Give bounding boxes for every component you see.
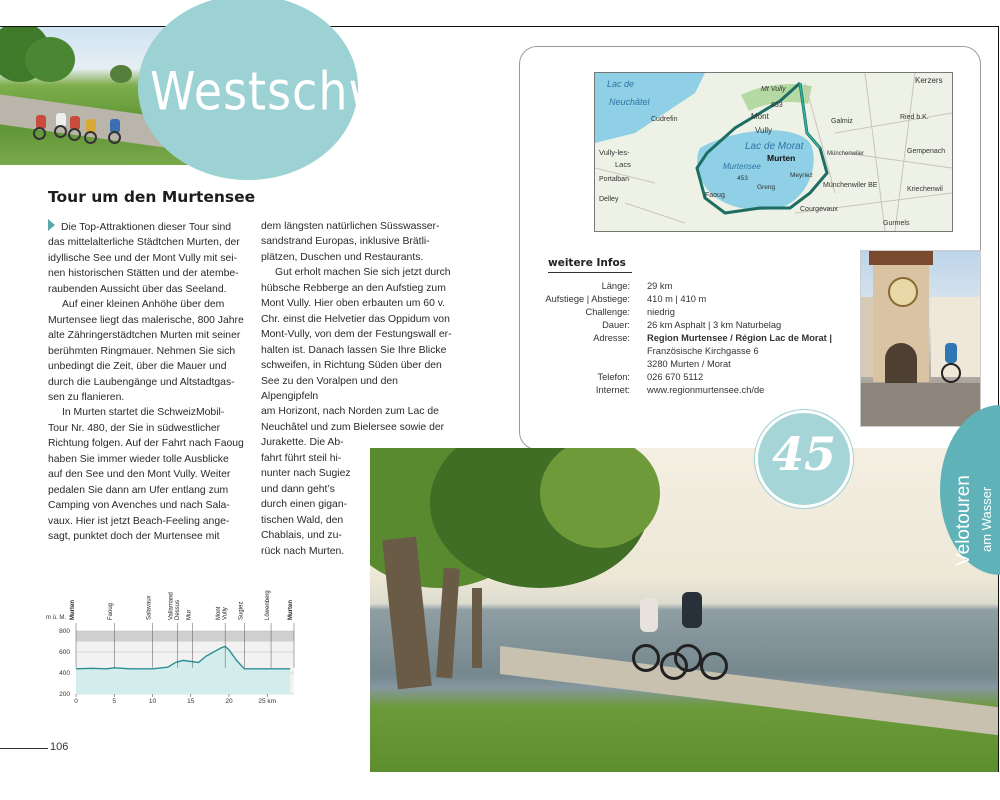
map-label: Portalban [599, 176, 629, 183]
text-line: nen historischen Stätten und der atembe- [48, 268, 239, 280]
map-label: Courgevaux [800, 206, 838, 213]
text-line: durch die Laubengänge und Altstadtgas- [48, 376, 235, 388]
elevation-profile [0, 575, 310, 715]
text-line: das mittelalterliche Städtchen Murten, der [48, 237, 240, 249]
text-line: plätzen, Duschen und Restaurants. [261, 251, 424, 263]
text-line: Chr. einst die Helvetier das Oppidum von [261, 313, 450, 325]
map-label: Murtensee [723, 162, 761, 171]
page-number: 106 [50, 741, 69, 753]
elevation-xtick: 10 [148, 698, 157, 705]
map-label: 653 [771, 102, 783, 109]
text-line: dem längsten natürlichen Süsswasser- [261, 221, 440, 232]
text-line: idyllische See und der Mont Vully mit sei- [48, 252, 238, 264]
map-label: Kerzers [915, 76, 943, 85]
map-label: Lac de [607, 79, 635, 89]
elevation-place-label: Murten [288, 600, 294, 620]
text-line: am Horizont, nach Norden zum Lac de [261, 406, 439, 418]
map-label: Neuchâtel [609, 97, 650, 107]
elevation-xtick: 0 [74, 698, 78, 705]
map-label: Ried b.K. [900, 114, 929, 121]
map-label: Mt Vully [761, 86, 786, 93]
page-number-rule [0, 748, 48, 749]
text-line: berühmten Ringmauer. Nehmen Sie sich [48, 345, 236, 357]
text-line: schweifen, in Richtung Süden über den [261, 360, 442, 372]
text-line: Chablais, und zu- [261, 530, 342, 542]
text-line: alte Zähringerstädtchen Murten mit seiner [48, 330, 241, 342]
elevation-place-label: Dessus [174, 599, 181, 620]
text-line: sandstrand Europas, inklusive Brätli- [261, 236, 430, 248]
map-label: Galmiz [831, 118, 853, 125]
text-line: halten ist. Danach lassen Sie Ihre Blicke [261, 344, 447, 356]
map-label: Münchenwiler [827, 151, 865, 157]
triangle-bullet-icon [48, 219, 55, 231]
text-line: Mont-Vully, von dem der Festungswall er- [261, 329, 452, 341]
text-line: In Murten startet die SchweizMobil- [62, 407, 225, 419]
map-label: Vully [755, 126, 773, 135]
map-label: Gempenach [907, 148, 946, 155]
cyclist [640, 598, 658, 632]
text-line: nunter nach Sugiez [261, 468, 351, 480]
text-line: Gut erholt machen Sie sich jetzt durch [275, 267, 451, 279]
elevation-place-label: Murten [70, 600, 76, 620]
text-line: Tour Nr. 480, der Sie in südwestlicher [48, 422, 221, 434]
text-line: Richtung folgen. Auf der Fahrt nach Faoug [48, 438, 244, 450]
route-map [594, 72, 953, 232]
elevation-place-label: Löwenberg [265, 590, 272, 620]
category-label: Velotouren [953, 475, 974, 566]
elevation-ytick: 800 [59, 628, 70, 635]
elevation-place-label: Vully [222, 607, 229, 620]
map-label: Kriechenwil [907, 186, 943, 193]
elevation-xtick: 20 [225, 698, 233, 705]
text-line: hübsche Rebberge an den Aufstieg zum [261, 282, 446, 294]
map-label: Mont [751, 112, 769, 121]
tour-number-badge [755, 410, 853, 508]
text-line: Auf einer kleinen Anhöhe über dem [62, 299, 225, 311]
map-label: Murten [767, 153, 796, 163]
tower-gate [885, 343, 917, 383]
text-line: See zu den Voralpen und den Alpengipfeln [261, 375, 398, 402]
map-label: Münchenwiler BE [823, 182, 878, 189]
clock-icon [888, 277, 918, 307]
murten-tower-photo [860, 250, 981, 427]
map-label: Gurmels [883, 220, 910, 227]
region-title: Westschweiz [150, 59, 456, 123]
tower-roof [869, 251, 933, 265]
cyclist [945, 343, 957, 363]
map-label: Lacs [615, 160, 631, 169]
map-label: Greng [757, 184, 776, 191]
elevation-xtick: 5 [112, 698, 117, 705]
text-line: pedalen Sie dann am Ufer entlang zum [48, 484, 229, 496]
elevation-place-label: Mont [215, 606, 222, 620]
text-line: haben Sie immer wieder tolle Ausblicke [48, 453, 229, 465]
text-line: auf den See und den Mont Vully. Weiter [48, 469, 231, 481]
text-line: tischen Wald, den [261, 514, 344, 526]
elevation-xtick: 15 [187, 698, 195, 705]
category-sublabel: am Wasser [979, 486, 994, 552]
elevation-ytick: 600 [59, 649, 70, 656]
map-label: Vully-les- [599, 148, 630, 157]
text-line: Camping von Avenches und nach Sala- [48, 500, 230, 512]
infos-heading: weitere Infos [548, 257, 626, 269]
elevation-xtick: 25 km [258, 698, 277, 705]
elevation-place-label: Vallamand [168, 592, 175, 620]
street [861, 383, 980, 426]
bike-wheel-icon [632, 644, 660, 672]
text-line: sen zu flanieren. [48, 391, 125, 403]
text-line: durch einen gigan- [261, 499, 348, 511]
text-line: Murtensee liegt das malerische, 800 Jahre [48, 314, 244, 326]
bike-wheel-icon [700, 652, 728, 680]
map-label: Lac de Morat [745, 141, 804, 152]
text-line: unbedingt die Zeit, über die Mauer und [48, 361, 227, 373]
text-line: raubenden Aussicht über das Seeland. [48, 283, 227, 295]
article-column-1 [48, 219, 246, 545]
map-label: Faoug [705, 192, 725, 199]
building [861, 297, 873, 377]
elevation-ylabel: m ü. M. [46, 615, 67, 621]
text-line: Mont Vully. Hier oben erbauten um 60 v. [261, 298, 446, 310]
tour-number: 45 [771, 427, 836, 481]
text-line: Neuchâtel und zum Bielersee sowie der [261, 421, 445, 433]
lakeside-photo [370, 448, 998, 772]
map-label: Cudrefin [651, 116, 678, 123]
infos-heading-rule [548, 272, 632, 273]
elevation-place-label: Sugiez [238, 601, 245, 620]
elevation-place-label: Faoug [108, 602, 115, 620]
text-line: vaux. Hier ist jetzt Beach-Feeling ange- [48, 515, 230, 527]
text-line: sagt, punktet doch der Murtensee mit [48, 531, 220, 543]
route-map-svg [595, 73, 952, 231]
text-line: rück nach Murten. [261, 545, 345, 557]
bike-wheel-icon [941, 363, 961, 383]
elevation-ytick: 200 [59, 691, 70, 698]
elevation-ytick: 400 [59, 670, 70, 677]
text-line: fahrt führt steil hi- [261, 452, 342, 464]
text-line: und dann geht’s [261, 483, 335, 495]
cyclist [682, 592, 702, 628]
text-line: Jurakette. Die Ab- [261, 437, 344, 449]
map-label: Meyriez [790, 172, 813, 179]
bike-wheel-icon [674, 644, 702, 672]
elevation-place-label: Mur [186, 609, 193, 620]
map-label: Delley [599, 196, 619, 203]
elevation-band [76, 631, 294, 642]
elevation-place-label: Salavaux [146, 595, 153, 620]
text-line: Die Top-Attraktionen dieser Tour sind [48, 219, 246, 235]
tour-title: Tour um den Murtensee [48, 188, 256, 206]
map-label: 453 [737, 175, 748, 182]
